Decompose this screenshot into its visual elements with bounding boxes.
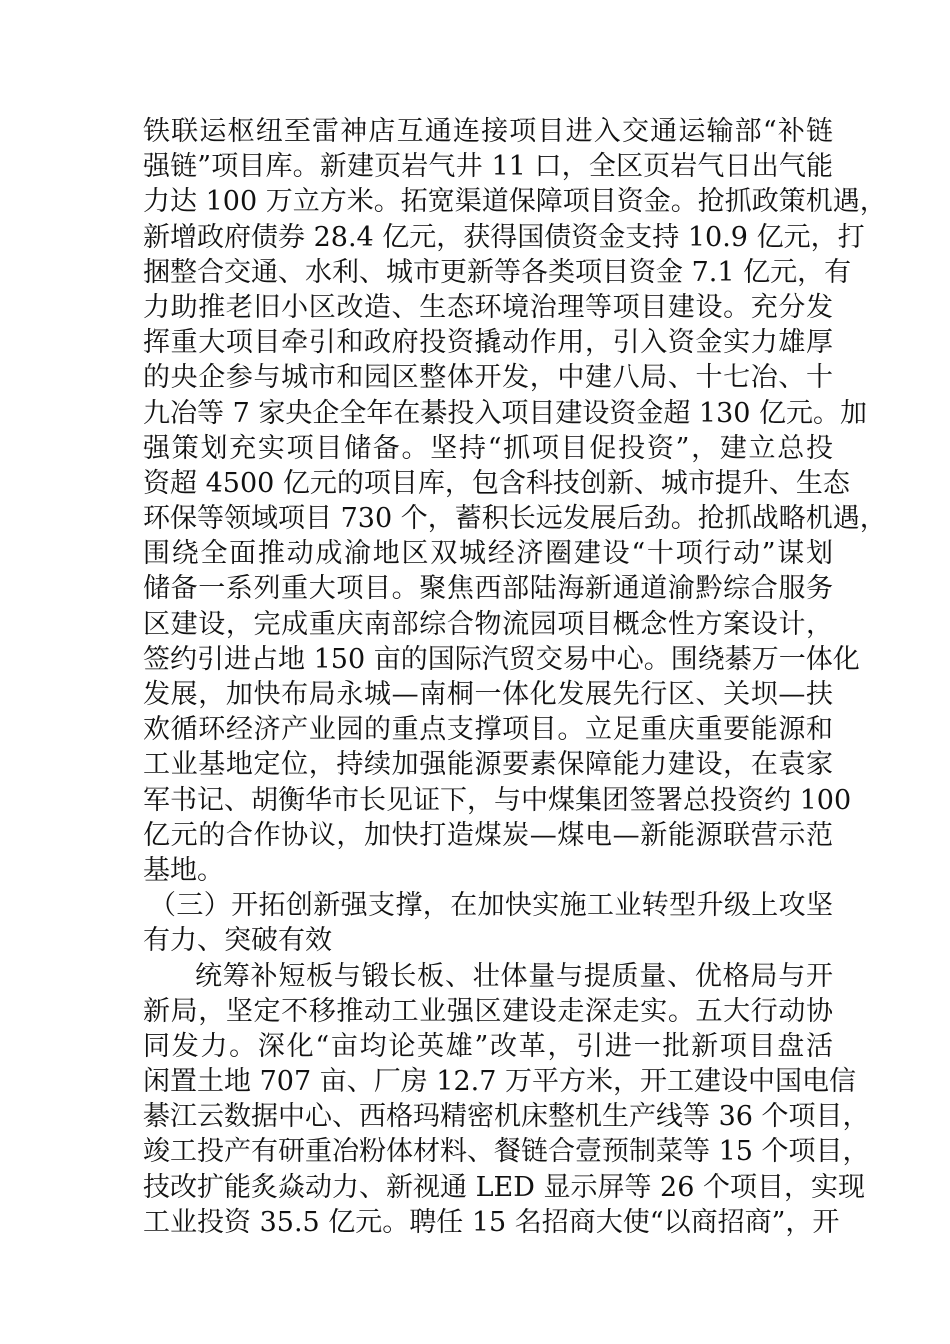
text-line: 储备一系列重大项目。聚焦西部陆海新通道渝黔综合服务 — [143, 573, 833, 605]
text-line: 九冶等 7 家央企全年在綦投入项目建设资金超 130 亿元。加 — [143, 397, 868, 429]
text-line: 亿元的合作协议，加快打造煤炭—煤电—新能源联营示范 — [143, 819, 833, 851]
paragraph-line: 新局，坚定不移推动工业强区建设走深走实。五大行动协 — [143, 995, 833, 1027]
section-heading: 有力、突破有效 — [143, 925, 332, 957]
text-line: 资超 4500 亿元的项目库，包含科技创新、城市提升、生态 — [143, 467, 850, 499]
paragraph-line: 竣工投产有研重冶粉体材料、餐链合壹预制菜等 15 个项目， — [143, 1136, 870, 1168]
text-line: 铁联运枢纽至雷神店互通连接项目进入交通运输部“补链 — [143, 116, 833, 147]
paragraph-line: 綦江云数据中心、西格玛精密机床整机生产线等 36 个项目， — [143, 1101, 870, 1133]
paragraph-line: 工业投资 35.5 亿元。聘任 15 名招商大使“以商招商”，开 — [143, 1206, 840, 1238]
document-body — [143, 114, 887, 1240]
text-line: 围绕全面推动成渝地区双城经济圈建设“十项行动”谋划 — [143, 538, 833, 570]
paragraph-line: 统筹补短板与锻长板、壮体量与提质量、优格局与开 — [195, 960, 833, 992]
text-line: 力达 100 万立方米。拓宽渠道保障项目资金。抢抓政策机遇， — [143, 186, 887, 218]
text-line: 欢循环经济产业园的重点支撑项目。立足重庆重要能源和 — [143, 714, 833, 746]
section-heading: （三）开拓创新强支撑，在加快实施工业转型升级上攻坚 — [149, 890, 833, 922]
text-line: 发展，加快布局永城—南桐一体化发展先行区、关坝—扶 — [143, 679, 833, 710]
paragraph-line: 闲置土地 707 亩、厂房 12.7 万平方米，开工建设中国电信 — [143, 1066, 856, 1098]
text-line: 环保等领域项目 730 个，蓄积长远发展后劲。抢抓战略机遇， — [143, 503, 887, 535]
text-line: 新增政府债券 28.4 亿元，获得国债资金支持 10.9 亿元，打 — [143, 221, 865, 253]
text-line: 捆整合交通、水利、城市更新等各类项目资金 7.1 亿元，有 — [143, 256, 852, 288]
text-line: 军书记、胡衡华市长见证下，与中煤集团签署总投资约 100 — [143, 784, 852, 816]
paragraph-line: 技改扩能炙焱动力、新视通 LED 显示屏等 26 个项目，实现 — [143, 1171, 865, 1203]
text-line: 强链”项目库。新建页岩气井 11 口，全区页岩气日出气能 — [143, 151, 833, 183]
paragraph-line: 同发力。深化“亩均论英雄”改革，引进一批新项目盘活 — [143, 1030, 833, 1062]
text-line: 强策划充实项目储备。坚持“抓项目促投资”，建立总投 — [143, 432, 833, 464]
text-line: 工业基地定位，持续加强能源要素保障能力建设，在袁家 — [143, 749, 833, 781]
text-line: 基地。 — [143, 854, 224, 886]
text-line: 区建设，完成重庆南部综合物流园项目概念性方案设计， — [143, 608, 833, 640]
text-line: 挥重大项目牵引和政府投资撬动作用，引入资金实力雄厚 — [143, 327, 833, 359]
text-line: 的央企参与城市和园区整体开发，中建八局、十七冶、十 — [143, 362, 833, 394]
text-line: 签约引进占地 150 亩的国际汽贸交易中心。围绕綦万一体化 — [143, 643, 860, 675]
text-line: 力助推老旧小区改造、生态环境治理等项目建设。充分发 — [143, 291, 833, 323]
